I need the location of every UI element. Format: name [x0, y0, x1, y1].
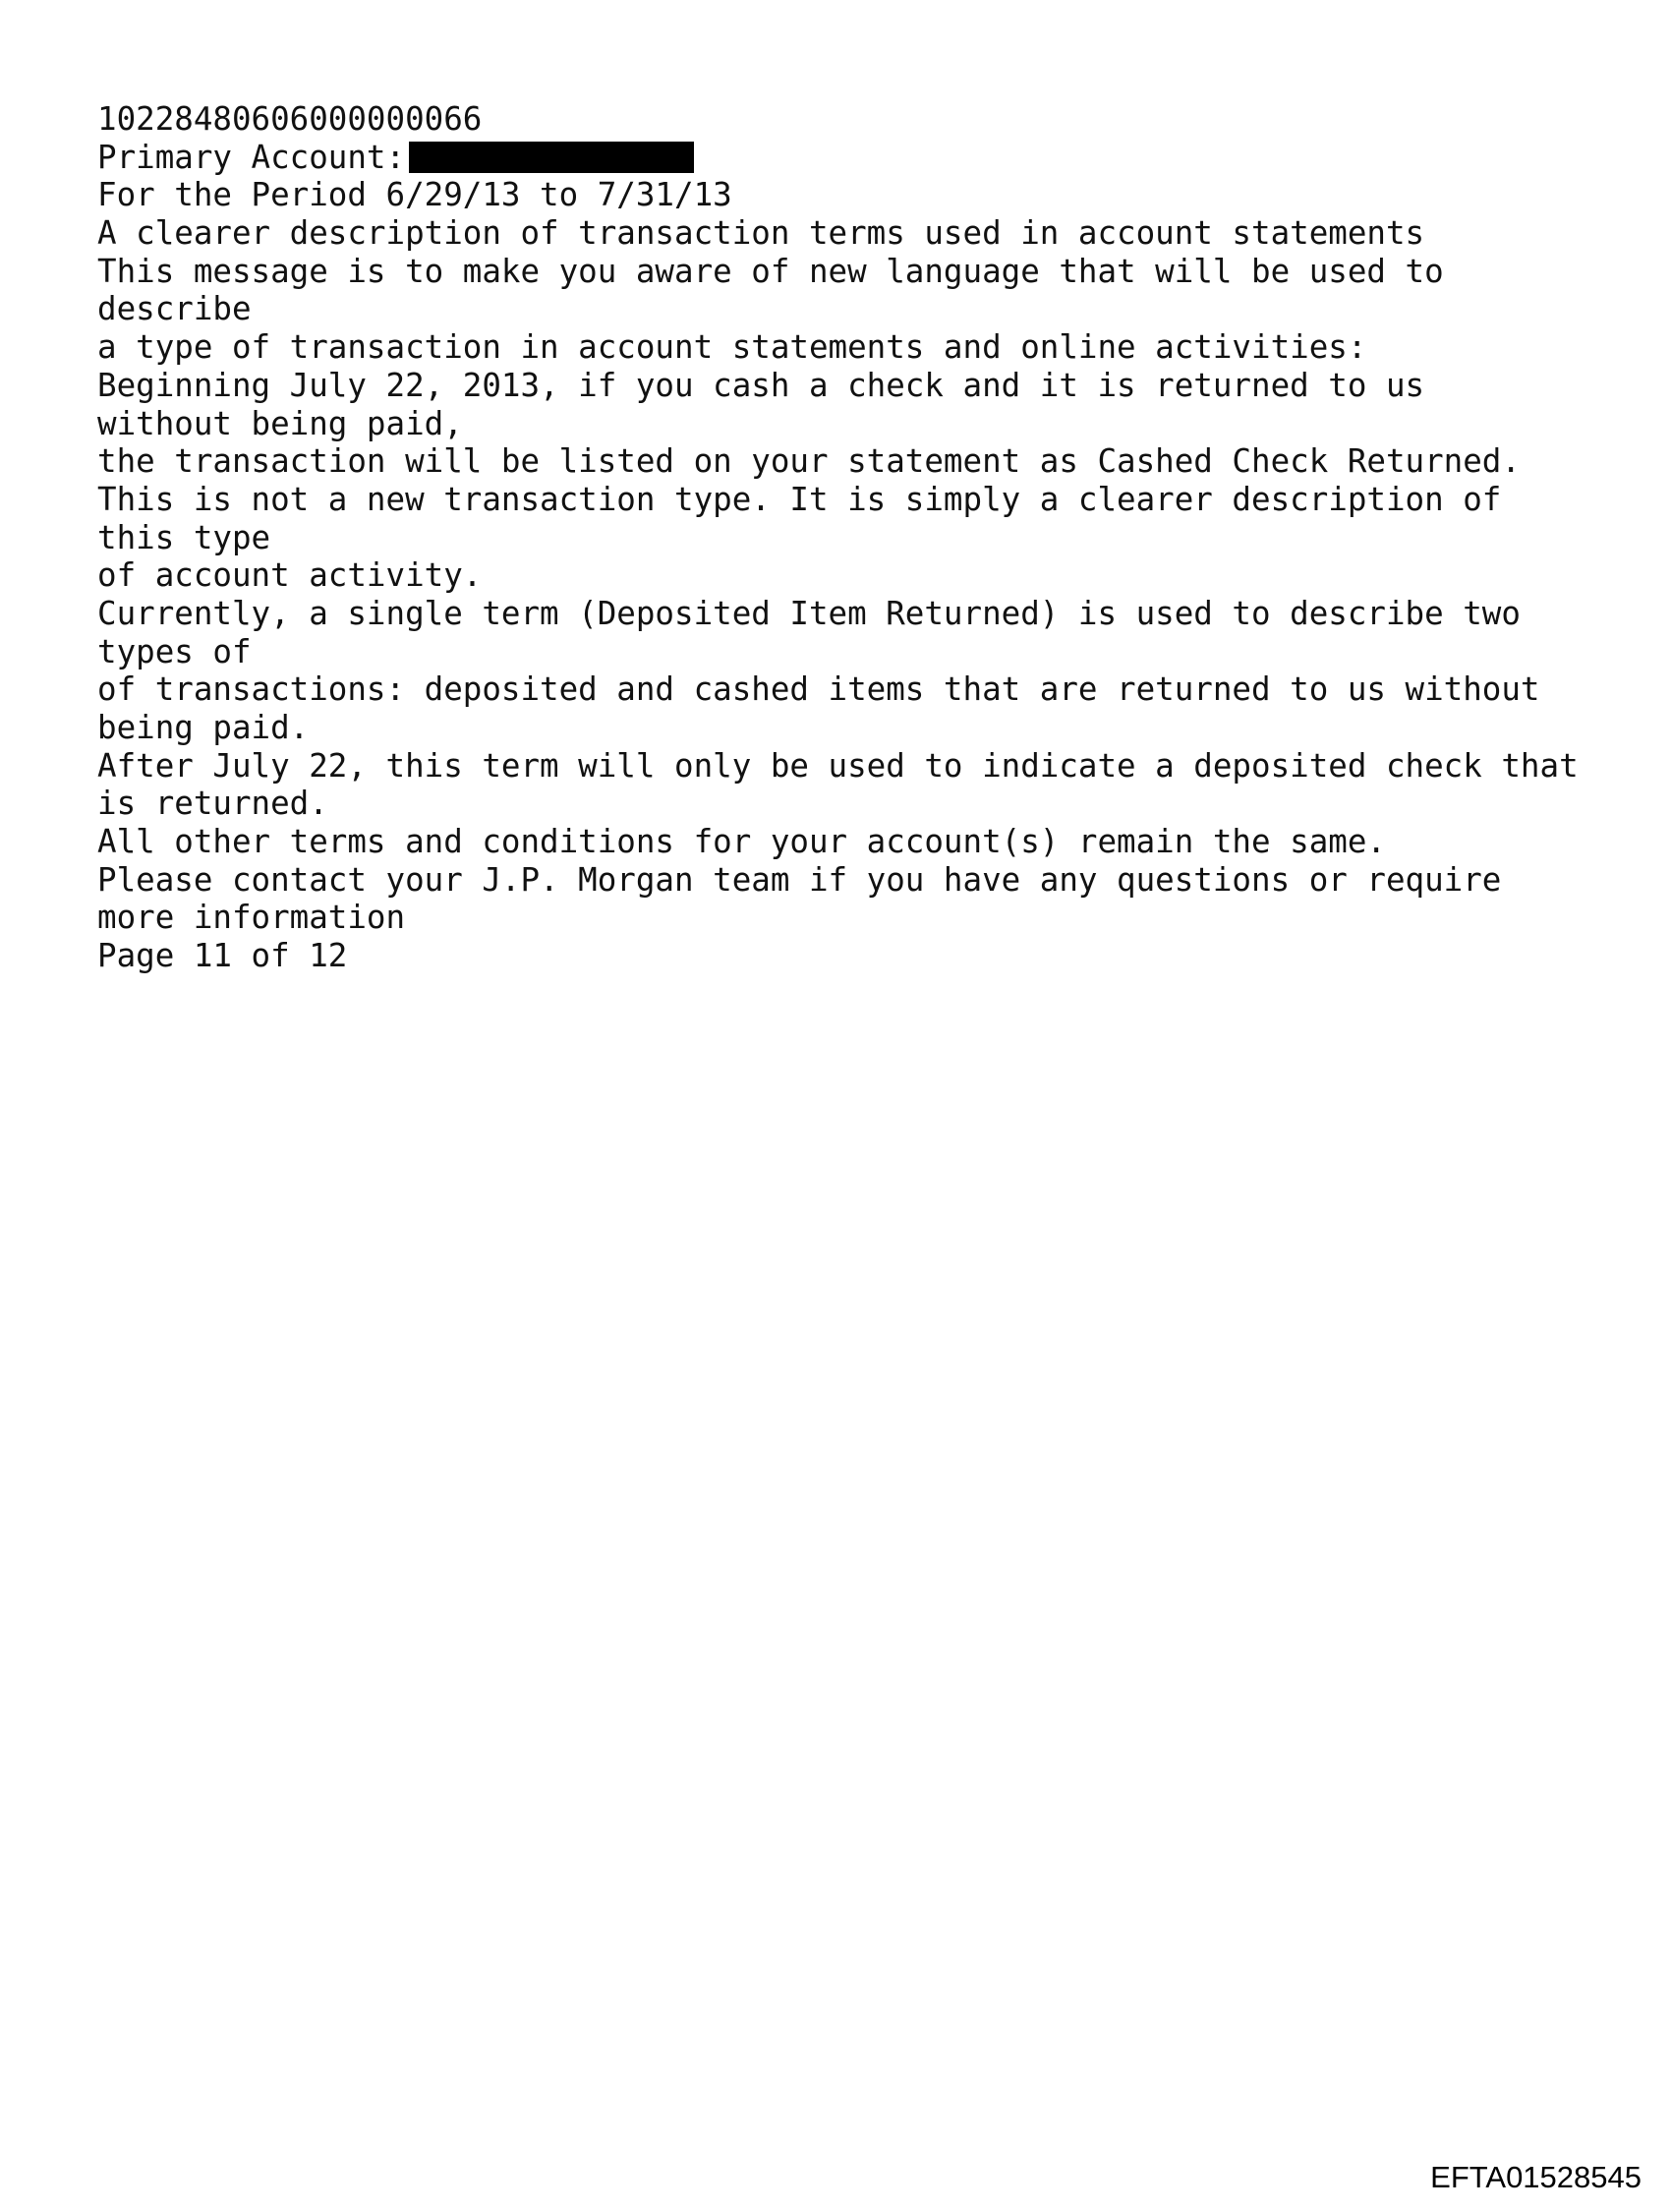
- account-number-line: 10228480606000000066: [97, 100, 483, 138]
- body-line: Beginning July 22, 2013, if you cash a check and it is returned to us: [97, 366, 1425, 404]
- body-line: of account activity.: [97, 556, 483, 595]
- body-line: A clearer description of transaction terms used in account statements: [97, 214, 1425, 253]
- body-line: types of: [97, 632, 252, 670]
- statement-text: [97, 100, 1631, 975]
- body-line: Currently, a single term (Deposited Item Returned) is used to describe two: [97, 594, 1521, 632]
- redaction-box: [409, 142, 694, 173]
- primary-account-line: [97, 139, 1631, 177]
- body-line: Please contact your J.P. Morgan team if you have any questions or require: [97, 860, 1502, 899]
- page-number: Page 11 of 12: [97, 937, 348, 975]
- body-line: is returned.: [97, 785, 328, 823]
- body-line: more information: [97, 899, 406, 937]
- body-line: a type of transaction in account statements and online activities:: [97, 328, 1367, 367]
- primary-account-label: Primary Account:: [97, 138, 406, 176]
- body-line: describe: [97, 290, 252, 328]
- bates-number: EFTA01528545: [1430, 2160, 1642, 2194]
- body-line: being paid.: [97, 709, 310, 746]
- body-line: This message is to make you aware of new language that will be used to: [97, 252, 1444, 290]
- body-line: the transaction will be listed on your statement as Cashed Check Returned.: [97, 442, 1521, 481]
- body-line: this type: [97, 518, 271, 556]
- body-line: All other terms and conditions for your account(s) remain the same.: [97, 823, 1386, 861]
- body-line: without being paid,: [97, 404, 463, 442]
- body-line: This is not a new transaction type. It is simply a clearer description of: [97, 480, 1502, 518]
- body-line: After July 22, this term will only be used to indicate a deposited check that: [97, 746, 1579, 785]
- body-line: of transactions: deposited and cashed items that are returned to us without: [97, 670, 1540, 709]
- statement-period: For the Period 6/29/13 to 7/31/13: [97, 176, 732, 214]
